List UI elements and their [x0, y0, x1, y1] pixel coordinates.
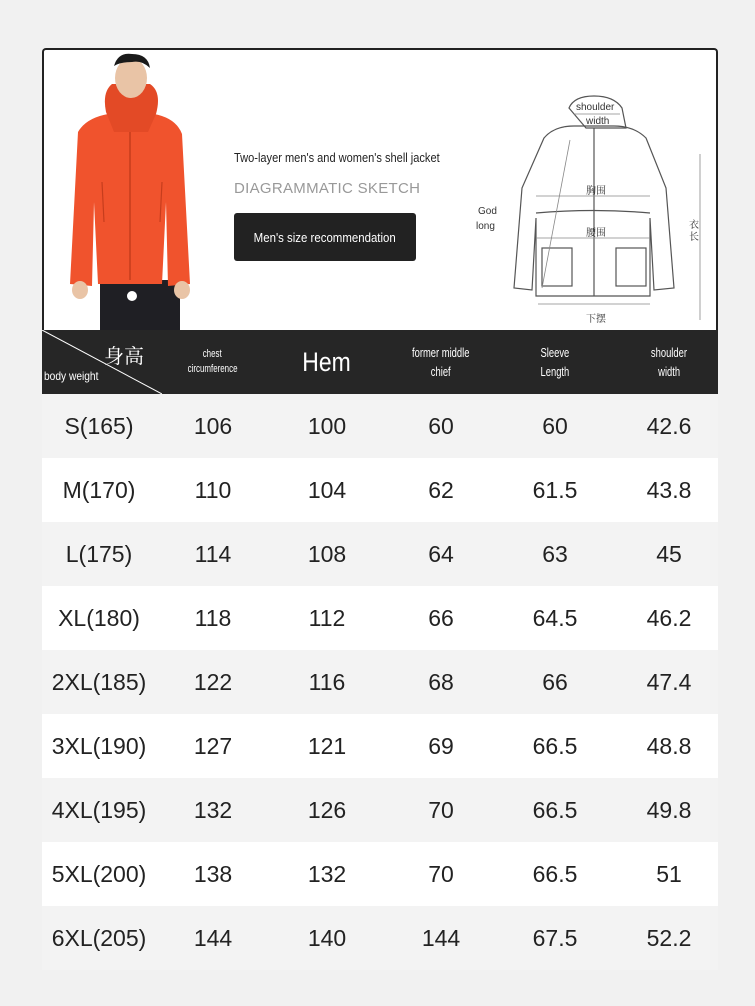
- value-cell: 63: [542, 540, 568, 567]
- jacket-sketch: [474, 68, 714, 330]
- value-cell: 45: [656, 540, 682, 567]
- value-cell: 132: [307, 860, 347, 887]
- value-cell: 42.6: [646, 412, 692, 439]
- value-cell: 132: [193, 796, 233, 823]
- value-cell: 66.5: [532, 732, 578, 759]
- value-cell: 66: [542, 668, 568, 695]
- header-sleeve-length: Sleeve Length: [540, 345, 570, 379]
- value-cell: 100: [307, 412, 347, 439]
- size-cell: 6XL(205): [51, 924, 147, 951]
- table-row: [42, 842, 718, 906]
- value-cell: 68: [428, 668, 454, 695]
- value-cell: 106: [193, 412, 233, 439]
- corner-divider: [42, 330, 162, 394]
- product-banner: [42, 48, 718, 330]
- table-row: [42, 394, 718, 458]
- value-cell: 69: [428, 732, 454, 759]
- value-cell: 64.5: [532, 604, 578, 631]
- value-cell: 104: [307, 476, 347, 503]
- size-cell: 3XL(190): [51, 732, 147, 759]
- size-cell: 4XL(195): [51, 796, 147, 823]
- value-cell: 112: [308, 604, 346, 631]
- table-row: [42, 778, 718, 842]
- diagram-subtitle: DIAGRAMMATIC SKETCH: [234, 180, 421, 197]
- size-cell: XL(180): [58, 604, 140, 631]
- value-cell: 47.4: [646, 668, 692, 695]
- value-cell: 51: [656, 860, 682, 887]
- value-cell: 140: [307, 924, 347, 951]
- value-cell: 126: [307, 796, 347, 823]
- value-cell: 127: [193, 732, 233, 759]
- value-cell: 121: [307, 732, 347, 759]
- size-cell: S(165): [64, 412, 134, 439]
- table-header: [42, 330, 718, 394]
- value-cell: 67.5: [532, 924, 578, 951]
- size-cell: 5XL(200): [51, 860, 147, 887]
- table-row: [42, 650, 718, 714]
- sketch-length-label: 衣长: [689, 220, 699, 243]
- value-cell: 43.8: [646, 476, 692, 503]
- model-photo: [58, 52, 198, 330]
- value-cell: 52.2: [646, 924, 692, 951]
- header-hem: Hem: [302, 346, 352, 377]
- value-cell: 144: [193, 924, 233, 951]
- value-cell: 61.5: [532, 476, 578, 503]
- value-cell: 108: [307, 540, 347, 567]
- header-body-weight: body weight: [44, 369, 99, 383]
- sketch-god-label: God: [478, 206, 497, 217]
- value-cell: 70: [428, 860, 454, 887]
- value-cell: 66.5: [532, 860, 578, 887]
- sketch-width-label: width: [586, 116, 610, 127]
- value-cell: 110: [194, 476, 232, 503]
- value-cell: 46.2: [646, 604, 692, 631]
- value-cell: 49.8: [646, 796, 692, 823]
- value-cell: 60: [428, 412, 454, 439]
- product-tagline: Two-layer men's and women's shell jacket: [234, 150, 440, 165]
- size-cell: M(170): [62, 476, 136, 503]
- value-cell: 66.5: [532, 796, 578, 823]
- value-cell: 144: [421, 924, 461, 951]
- header-chest: chest circumference: [188, 348, 238, 375]
- table-row: [42, 458, 718, 522]
- size-recommendation-button[interactable]: [234, 213, 416, 261]
- table-row: [42, 714, 718, 778]
- header-shoulder-width: shoulder width: [650, 345, 688, 379]
- size-cell: L(175): [65, 540, 133, 567]
- size-table: [42, 394, 718, 970]
- table-row: [42, 586, 718, 650]
- value-cell: 118: [194, 604, 232, 631]
- sketch-chest-label: 胸围: [586, 186, 606, 197]
- value-cell: 70: [428, 796, 454, 823]
- header-height: 身高: [104, 346, 144, 368]
- value-cell: 64: [428, 540, 454, 567]
- size-recommendation-label: Men's size recommendation: [253, 229, 397, 245]
- value-cell: 66: [428, 604, 454, 631]
- value-cell: 114: [194, 540, 232, 567]
- table-row: [42, 906, 718, 970]
- value-cell: 138: [193, 860, 233, 887]
- sketch-shoulder-label: shoulder: [576, 102, 615, 113]
- sketch-long-label: long: [476, 221, 495, 232]
- sketch-waist-label: 腰围: [586, 228, 606, 239]
- value-cell: 48.8: [646, 732, 692, 759]
- size-cell: 2XL(185): [51, 668, 147, 695]
- value-cell: 116: [308, 668, 346, 695]
- value-cell: 122: [193, 668, 233, 695]
- header-middle-chief: former middle chief: [412, 345, 470, 379]
- table-row: [42, 522, 718, 586]
- value-cell: 60: [542, 412, 568, 439]
- value-cell: 62: [428, 476, 454, 503]
- sketch-hem-label: 下摆: [586, 314, 606, 325]
